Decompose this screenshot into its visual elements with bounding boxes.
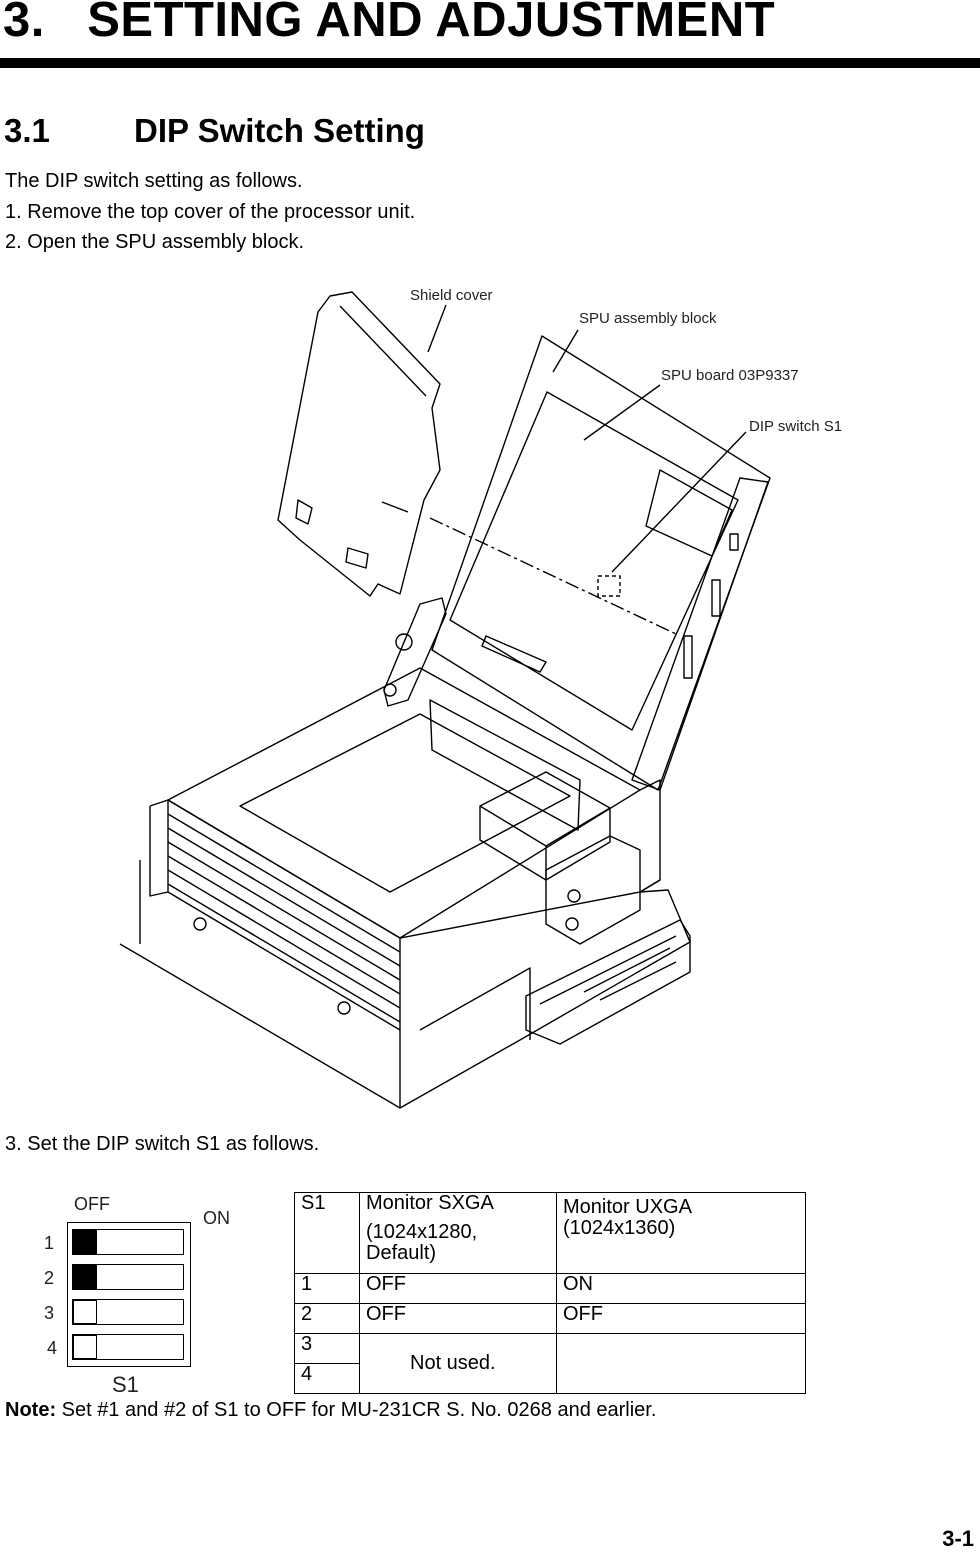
step-2: 2. Open the SPU assembly block. — [5, 231, 305, 253]
callout-dip-switch: DIP switch S1 — [749, 418, 843, 435]
header-uxga — [557, 1193, 806, 1274]
on-label: ON — [203, 1208, 230, 1228]
cell-s1: 4 — [295, 1364, 360, 1394]
header-uxga-line1: Monitor UXGA — [563, 1196, 692, 1218]
switch-number: 4 — [47, 1338, 58, 1358]
section-number: 3.1 — [4, 112, 50, 149]
table-row — [295, 1334, 806, 1364]
table-header-row — [295, 1193, 806, 1274]
dip-switch-slot[interactable] — [72, 1229, 184, 1255]
cell-uxga: OFF — [557, 1304, 806, 1334]
cell-s1: 3 — [295, 1334, 360, 1364]
cell-uxga: ON — [557, 1274, 806, 1304]
cell-s1: 1 — [295, 1274, 360, 1304]
switch-number: 1 — [44, 1233, 55, 1253]
off-label: OFF — [74, 1194, 110, 1214]
dip-switch-knob[interactable] — [73, 1300, 97, 1324]
header-sxga-line3: Default) — [366, 1242, 437, 1264]
table-row — [295, 1274, 806, 1304]
note — [5, 1399, 656, 1422]
dip-switch-knob[interactable] — [73, 1265, 97, 1289]
dip-switch-slot[interactable] — [72, 1299, 184, 1325]
dip-switch-slot[interactable] — [72, 1264, 184, 1290]
settings-table — [294, 1192, 806, 1394]
dip-switch-knob[interactable] — [73, 1230, 97, 1254]
header-sxga — [360, 1193, 557, 1274]
switch-number: 2 — [44, 1268, 55, 1288]
step-1: 1. Remove the top cover of the processor unit. — [5, 201, 416, 223]
page-number: 3-1 — [942, 1526, 974, 1551]
header-sxga-line1: Monitor SXGA — [366, 1192, 494, 1214]
note-label: Note: — [5, 1399, 57, 1421]
dip-switch-knob[interactable] — [73, 1335, 97, 1359]
header-uxga-line2: (1024x1360) — [563, 1217, 676, 1239]
header-s1: S1 — [295, 1193, 360, 1274]
intro-text: The DIP switch setting as follows. — [5, 170, 303, 192]
cell-sxga: OFF — [360, 1274, 557, 1304]
callout-spu-board: SPU board 03P9337 — [661, 367, 799, 384]
chapter-title: 3. SETTING AND ADJUSTMENT — [3, 0, 776, 47]
processor-unit-drawing — [110, 280, 880, 1120]
cell-s1: 2 — [295, 1304, 360, 1334]
header-sxga-line2: (1024x1280, — [366, 1221, 478, 1243]
dip-switch-slot[interactable] — [72, 1334, 184, 1360]
table-row — [295, 1304, 806, 1334]
note-text: Set #1 and #2 of S1 to OFF for MU-231CR S. No. 0268 and earlier. — [56, 1399, 657, 1421]
cell-sxga: OFF — [360, 1304, 557, 1334]
step-3: 3. Set the DIP switch S1 as follows. — [5, 1133, 320, 1155]
callout-shield-cover: Shield cover — [410, 287, 493, 304]
title-rule — [0, 58, 980, 68]
switch-name: S1 — [112, 1372, 139, 1397]
not-used-cell: Not used. — [360, 1334, 557, 1394]
empty-cell — [557, 1334, 806, 1394]
section-title: DIP Switch Setting — [134, 112, 425, 149]
switch-number: 3 — [44, 1303, 55, 1323]
callout-spu-assembly-block: SPU assembly block — [579, 310, 717, 327]
